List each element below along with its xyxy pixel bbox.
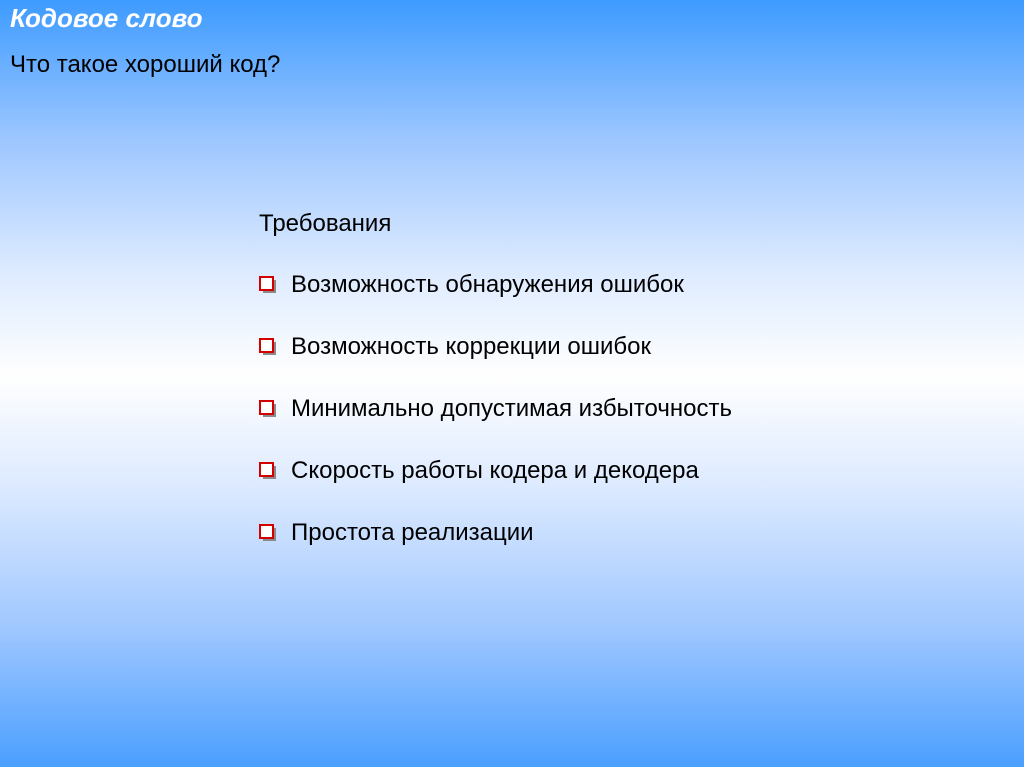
checkbox-bullet-icon <box>259 276 277 294</box>
requirement-item <box>259 268 732 302</box>
checkbox-bullet-icon <box>259 338 277 356</box>
requirement-label: Возможность коррекции ошибок <box>291 333 651 360</box>
slide-subtitle: Что такое хороший код? <box>10 51 281 78</box>
requirement-label: Минимально допустимая избыточность <box>291 395 732 422</box>
requirement-label: Скорость работы кодера и декодера <box>291 457 699 484</box>
requirements-heading: Требования <box>259 210 392 237</box>
requirement-item <box>259 330 732 364</box>
checkbox-bullet-icon <box>259 462 277 480</box>
requirement-item <box>259 454 732 488</box>
slide-title: Кодовое слово <box>10 3 203 33</box>
requirement-label: Простота реализации <box>291 519 534 546</box>
checkbox-bullet-icon <box>259 524 277 542</box>
checkbox-bullet-icon <box>259 400 277 418</box>
requirements-section <box>259 207 732 578</box>
requirements-list <box>259 268 732 550</box>
requirement-label: Возможность обнаружения ошибок <box>291 271 684 298</box>
requirement-item <box>259 392 732 426</box>
requirement-item <box>259 516 732 550</box>
